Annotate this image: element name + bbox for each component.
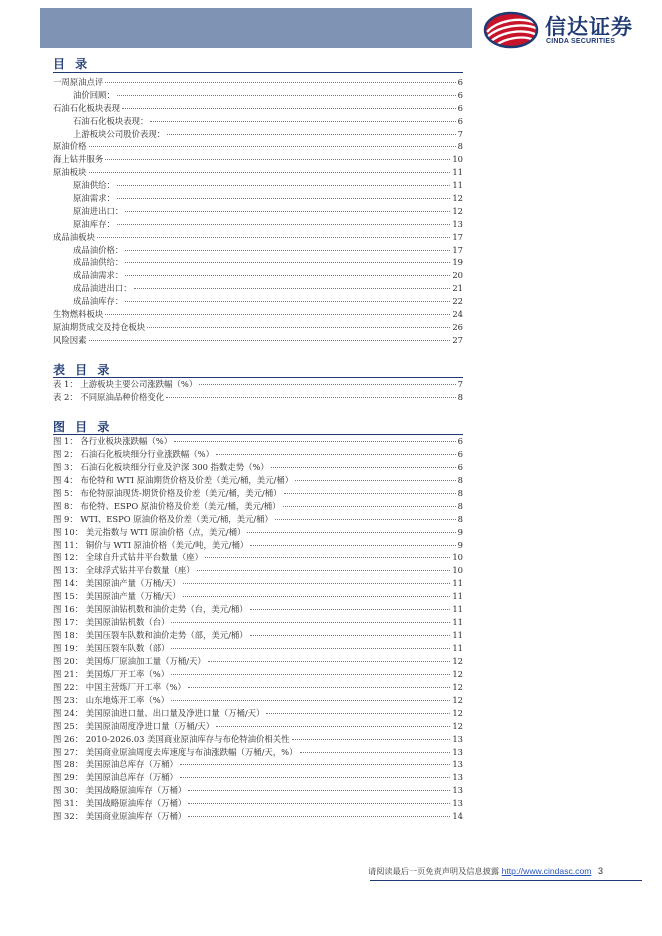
figure-entry-page: 6 (457, 436, 463, 446)
figure-entry[interactable] (53, 720, 463, 733)
toc-entry[interactable] (53, 334, 463, 347)
toc-entry[interactable] (53, 321, 463, 334)
figure-entry[interactable] (53, 681, 463, 694)
dot-leader (216, 454, 456, 455)
dot-leader (250, 609, 451, 610)
dot-leader (188, 790, 450, 791)
dot-leader (117, 95, 456, 96)
figure-entry-page: 11 (452, 617, 463, 628)
figure-entry-label: 图 8： 布伦特、ESPO 原油价格及价差（美元/桶，美元/桶） (53, 500, 281, 511)
toc-entry[interactable] (53, 89, 463, 102)
figure-entry[interactable] (53, 655, 463, 668)
toc-entry[interactable] (53, 128, 463, 141)
toc-entry[interactable] (53, 282, 463, 295)
dot-leader (125, 301, 450, 302)
toc-entry-page: 6 (457, 102, 463, 113)
figure-entry-page: 8 (457, 474, 463, 485)
toc-entry-page: 24 (452, 309, 463, 320)
toc-entry-page: 6 (457, 77, 463, 87)
figure-entry[interactable] (53, 539, 463, 552)
figure-entry[interactable] (53, 590, 463, 603)
figure-entry-label: 图 27： 美国商业原油周度去库速度与布油涨跌幅（万桶/天，%） (53, 746, 298, 757)
toc-entry-page: 20 (452, 270, 463, 281)
dot-leader (105, 159, 450, 160)
dot-leader (174, 441, 456, 442)
figure-entry-label: 图 13： 全球浮式钻井平台数量（座） (53, 565, 195, 576)
figure-entry[interactable] (53, 629, 463, 642)
figure-entry[interactable] (53, 694, 463, 707)
figure-entry-label: 图 21： 美国炼厂开工率（%） (53, 668, 170, 679)
figure-entry-label: 图 29： 美国原油总库存（万桶） (53, 772, 178, 783)
toc-entry[interactable] (53, 166, 463, 179)
dot-leader (166, 397, 456, 398)
figure-entry-label: 图 2： 石油石化板块细分行业涨跌幅（%） (53, 448, 214, 459)
footer-disclaimer[interactable]: 请阅读最后一页免责声明及信息披露 (368, 866, 500, 876)
figure-entry[interactable] (53, 797, 463, 810)
toc-entry-page: 13 (452, 218, 463, 229)
figure-entry-label: 图 5： 布伦特原油现货-期货价格及价差（美元/桶，美元/桶） (53, 487, 282, 498)
dot-leader (300, 752, 451, 753)
dot-leader (216, 726, 450, 727)
figure-entry-page: 13 (452, 772, 463, 783)
dot-leader (147, 327, 450, 328)
toc-entry-page: 17 (452, 244, 463, 255)
figure-entry-page: 12 (452, 707, 463, 718)
dot-leader (171, 622, 450, 623)
figure-entry-label: 图 10： 美元指数与 WTI 原油价格（点，美元/桶） (53, 526, 246, 537)
toc-entry-page: 21 (452, 283, 463, 294)
dot-leader (188, 816, 450, 817)
figure-entry-page: 6 (457, 448, 463, 459)
footer (368, 866, 603, 877)
toc-entry[interactable] (53, 218, 463, 231)
toc-entry[interactable] (53, 76, 463, 89)
table-entry-page: 8 (457, 391, 463, 402)
dot-leader (271, 467, 456, 468)
logo-chinese-name: 信达证券 (545, 15, 633, 39)
figure-entry[interactable] (53, 448, 463, 461)
figure-entry-page: 13 (452, 746, 463, 757)
figure-entry[interactable] (53, 603, 463, 616)
table-entry-label: 表 1： 上游板块主要公司涨跌幅（%） (53, 379, 198, 389)
toc-entry-label: 原油进出口： (73, 205, 124, 216)
dot-leader (171, 674, 450, 675)
toc-entry-page: 6 (457, 115, 463, 126)
figure-entry-page: 8 (457, 487, 463, 498)
toc-entry-label: 成品油库存： (73, 296, 124, 307)
dot-leader (97, 237, 450, 238)
figure-entry-label: 图 15： 美国原油产量（万桶/天） (53, 591, 181, 602)
figure-entry-label: 图 30： 美国战略原油库存（万桶） (53, 785, 187, 796)
figure-entry-label: 图 19： 美国压裂车队数（部） (53, 643, 170, 653)
toc-entry-label: 成品油进出口： (73, 283, 132, 294)
figure-entry[interactable] (53, 642, 463, 655)
toc-entry-label: 成品油供给： (73, 257, 124, 268)
toc-entry-label: 原油库存： (73, 218, 115, 229)
dot-leader (125, 250, 450, 251)
table-entry-label: 表 2： 不同原油品种价格变化 (53, 391, 165, 402)
dot-leader (89, 340, 451, 341)
toc-entry[interactable] (53, 231, 463, 244)
figure-entry[interactable] (53, 513, 463, 526)
dot-leader (150, 121, 455, 122)
toc-entry-page: 19 (452, 257, 463, 268)
dot-leader (125, 211, 450, 212)
toc-entry[interactable] (53, 153, 463, 166)
figure-entry-page: 13 (452, 759, 463, 770)
dot-leader (266, 713, 450, 714)
figure-entry-page: 13 (452, 733, 463, 744)
footer-url-link[interactable]: http://www.cindasc.com (501, 866, 592, 876)
dot-leader (208, 661, 451, 662)
toc-entry-label: 原油板块 (53, 167, 87, 178)
toc-entry-page: 22 (452, 296, 463, 307)
toc-entry-page: 26 (452, 321, 463, 332)
toc-entry-label: 原油供给： (73, 180, 115, 191)
figure-entry-label: 图 17： 美国原油钻机数（台） (53, 617, 170, 628)
toc-entry[interactable] (53, 192, 463, 205)
figure-entry[interactable] (53, 435, 463, 448)
figure-entry-label: 图 12： 全球自升式钻井平台数量（座） (53, 552, 203, 563)
toc-entry-page: 8 (457, 141, 463, 152)
toc-entry[interactable] (53, 140, 463, 153)
toc-entry[interactable] (53, 244, 463, 257)
figure-entry-page: 10 (452, 552, 463, 563)
figure-entry[interactable] (53, 564, 463, 577)
figure-entry-label: 图 14： 美国原油产量（万桶/天） (53, 578, 181, 589)
figure-entry-page: 12 (452, 655, 463, 666)
toc-entry-label: 原油需求： (73, 193, 115, 204)
toc-entry-label: 石油石化板块表现： (73, 115, 149, 126)
figure-entry-page: 12 (452, 720, 463, 731)
figure-entry[interactable] (53, 526, 463, 539)
dot-leader (292, 739, 451, 740)
dot-leader (295, 480, 456, 481)
toc-entry[interactable] (53, 115, 463, 128)
dot-leader (188, 687, 451, 688)
dot-leader (171, 648, 450, 649)
dot-leader (247, 532, 455, 533)
dot-leader (183, 596, 451, 597)
figure-entry-label: 图 20： 美国炼厂原油加工量（万桶/天） (53, 655, 206, 666)
footer-page-number: 3 (598, 866, 604, 876)
dot-leader (122, 108, 456, 109)
figures-list (53, 435, 463, 823)
dot-leader (105, 82, 455, 83)
tables-title: 表 目 录 (53, 363, 113, 377)
figure-entry-label: 图 23： 山东地炼开工率（%） (53, 694, 170, 705)
dot-leader (188, 803, 450, 804)
dot-leader (105, 314, 450, 315)
figure-entry[interactable] (53, 707, 463, 720)
figure-entry-page: 8 (457, 500, 463, 511)
toc-entry-label: 石油石化板块表现 (53, 102, 120, 113)
figure-entry[interactable] (53, 577, 463, 590)
toc-entry-page: 10 (452, 154, 463, 165)
dot-leader (250, 545, 455, 546)
figure-entry-label: 图 3： 石油石化板块细分行业及沪深 300 指数走势（%） (53, 461, 269, 472)
dot-leader (183, 583, 451, 584)
dot-leader (283, 506, 456, 507)
toc-entry-label: 生物燃料板块 (53, 309, 104, 320)
dot-leader (134, 288, 451, 289)
toc-entry-label: 成品油板块 (53, 231, 95, 242)
toc-entry[interactable] (53, 295, 463, 308)
figure-entry-page: 12 (452, 681, 463, 692)
toc-entry-page: 6 (457, 89, 463, 100)
figure-entry[interactable] (53, 668, 463, 681)
toc-entry-label: 成品油需求： (73, 270, 124, 281)
dot-leader (180, 764, 450, 765)
logo-english-name: CINDA SECURITIES (546, 38, 616, 45)
dot-leader (89, 146, 456, 147)
dot-leader (117, 224, 450, 225)
toc-entry-label: 原油期货成交及持仓板块 (53, 321, 146, 332)
table-entry[interactable] (53, 391, 463, 404)
figure-entry[interactable] (53, 487, 463, 500)
footer-rule (370, 880, 642, 881)
dot-leader (117, 198, 450, 199)
header-bar (40, 8, 472, 48)
cinda-logo (483, 10, 662, 50)
figure-entry-page: 12 (452, 668, 463, 679)
figure-entry-label: 图 1： 各行业板块涨跌幅（%） (53, 436, 173, 446)
figure-entry[interactable] (53, 733, 463, 746)
toc-entry[interactable] (53, 308, 463, 321)
toc-entry-label: 油价回顾： (73, 89, 115, 100)
toc-entry-page: 7 (457, 128, 463, 139)
figure-entry[interactable] (53, 758, 463, 771)
toc-entry-label: 风险因素 (53, 334, 87, 345)
figure-entry-label: 图 24： 美国原油进口量、出口量及净进口量（万桶/天） (53, 707, 265, 718)
figure-entry-page: 9 (457, 539, 463, 550)
figure-entry[interactable] (53, 746, 463, 759)
toc-entry-page: 12 (452, 205, 463, 216)
toc-entry-label: 成品油价格： (73, 244, 124, 255)
toc-entry[interactable] (53, 256, 463, 269)
dot-leader (89, 172, 451, 173)
figure-entry-page: 12 (452, 694, 463, 705)
figure-entry-page: 10 (452, 565, 463, 576)
figure-entry-label: 图 4： 布伦特和 WTI 原油期货价格及价差（美元/桶，美元/桶） (53, 474, 294, 485)
figure-entry[interactable] (53, 784, 463, 797)
figure-entry-page: 11 (452, 578, 463, 589)
dot-leader (250, 635, 451, 636)
figure-entry-page: 14 (452, 811, 463, 822)
toc-title: 目 录 (53, 57, 91, 71)
figure-entry[interactable] (53, 551, 463, 564)
figure-entry-page: 11 (452, 630, 463, 641)
dot-leader (125, 275, 450, 276)
figure-entry[interactable] (53, 474, 463, 487)
figure-entry-label: 图 25： 美国原油周度净进口量（万桶/天） (53, 720, 215, 731)
toc-entry-page: 12 (452, 193, 463, 204)
dot-leader (199, 384, 455, 385)
figure-entry-page: 8 (457, 513, 463, 524)
figure-entry-label: 图 26： 2010-2026.03 美国商业原油库存与布伦特油价相关性 (53, 733, 290, 744)
figure-entry-page: 13 (452, 785, 463, 796)
figure-entry-page: 11 (452, 591, 463, 602)
figure-entry-page: 11 (452, 643, 463, 653)
figures-title: 图 目 录 (53, 420, 113, 434)
toc-entry-label: 海上钻井服务 (53, 154, 104, 165)
toc-entry-label: 原油价格 (53, 141, 87, 152)
dot-leader (275, 519, 456, 520)
toc-entry-page: 11 (452, 167, 463, 178)
table-entry-page: 7 (457, 379, 463, 389)
tables-list (53, 378, 463, 404)
toc-entry-label: 一周原油点评 (53, 77, 104, 87)
dot-leader (167, 134, 456, 135)
toc-title-rule (53, 72, 463, 73)
figure-entry[interactable] (53, 771, 463, 784)
toc-entry-page: 17 (452, 231, 463, 242)
dot-leader (117, 185, 450, 186)
toc-entry-page: 27 (452, 334, 463, 345)
figure-entry-label: 图 28： 美国原油总库存（万桶） (53, 759, 178, 770)
dot-leader (284, 493, 456, 494)
toc-entry-page: 11 (452, 180, 463, 191)
figure-entry[interactable] (53, 500, 463, 513)
toc-entry[interactable] (53, 205, 463, 218)
figure-entry[interactable] (53, 461, 463, 474)
figure-entry-label: 图 18： 美国压裂车队数和油价走势（部，美元/桶） (53, 630, 248, 641)
figure-entry-page: 11 (452, 604, 463, 615)
figure-entry-label: 图 22： 中国主营炼厂开工率（%） (53, 681, 186, 692)
figure-entry[interactable] (53, 616, 463, 629)
dot-leader (125, 262, 450, 263)
dot-leader (180, 777, 450, 778)
toc-list (53, 76, 463, 347)
dot-leader (171, 700, 450, 701)
figure-entry-label: 图 11： 铜价与 WTI 原油价格（美元/吨，美元/桶） (53, 539, 249, 550)
figure-entry-label: 图 16： 美国原油钻机数和油价走势（台，美元/桶） (53, 604, 248, 615)
dot-leader (197, 570, 451, 571)
toc-entry-label: 上游板块公司股价表现： (73, 128, 166, 139)
figure-entry-label: 图 9： WTI、ESPO 原油价格及价差（美元/桶，美元/桶） (53, 513, 273, 524)
figure-entry-page: 6 (457, 461, 463, 472)
toc-entry[interactable] (53, 179, 463, 192)
figure-entry[interactable] (53, 810, 463, 823)
toc-entry[interactable] (53, 269, 463, 282)
figure-entry-label: 图 31： 美国战略原油库存（万桶） (53, 798, 187, 809)
figure-entry-page: 13 (452, 798, 463, 809)
table-entry[interactable] (53, 378, 463, 391)
figure-entry-label: 图 32： 美国商业原油库存（万桶） (53, 811, 187, 822)
figure-entry-page: 9 (457, 526, 463, 537)
cinda-globe-icon (483, 10, 541, 50)
toc-entry[interactable] (53, 102, 463, 115)
dot-leader (205, 557, 450, 558)
